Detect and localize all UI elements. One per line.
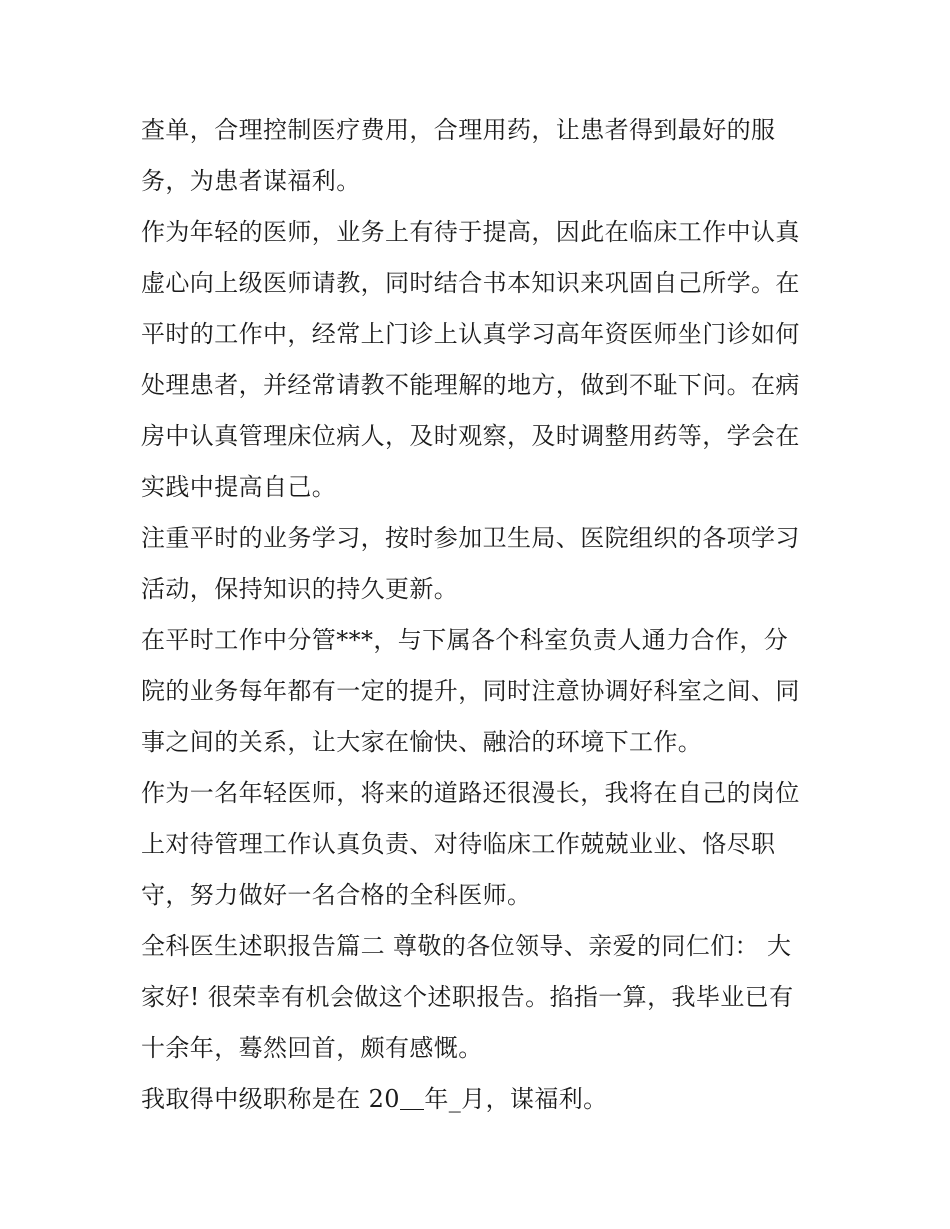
text-line: 守，努力做好一名合格的全科医师。	[141, 881, 532, 909]
text-line: 处理患者，并经常请教不能理解的地方，做到不耻下问。在病	[141, 371, 800, 399]
text-line: 在平时工作中分管***，与下属各个科室负责人通力合作，分	[141, 626, 789, 654]
text-line: 实践中提高自己。	[141, 473, 337, 501]
text-line: 事之间的关系，让大家在愉快、融洽的环境下工作。	[141, 728, 703, 756]
text-line: 房中认真管理床位病人，及时观察，及时调整用药等，学会在	[141, 422, 800, 450]
text-line: 作为年轻的医师，业务上有待于提高，因此在临床工作中认真	[141, 218, 800, 246]
text-line: 院的业务每年都有一定的提升，同时注意协调好科室之间、同	[141, 677, 800, 705]
document-body	[141, 105, 821, 1125]
text-line: 注重平时的业务学习，按时参加卫生局、医院组织的各项学习	[141, 524, 800, 552]
text-line: 我取得中级职称是在 20＿年_月，谋福利。	[141, 1085, 608, 1113]
text-line: 作为一名年轻医师，将来的道路还很漫长，我将在自己的岗位	[141, 779, 800, 807]
text-line: 上对待管理工作认真负责、对待临床工作兢兢业业、恪尽职	[141, 830, 776, 858]
text-line: 全科医生述职报告篇二 尊敬的各位领导、亲爱的同仁们： 大	[141, 932, 792, 960]
text-line: 查单，合理控制医疗费用，合理用药，让患者得到最好的服	[141, 116, 776, 144]
text-line: 平时的工作中，经常上门诊上认真学习高年资医师坐门诊如何	[141, 320, 800, 348]
text-line: 务，为患者谋福利。	[141, 167, 361, 195]
text-line: 家好! 很荣幸有机会做这个述职报告。掐指一算，我毕业已有	[141, 983, 794, 1011]
text-line: 十余年，蓦然回首，颇有感慨。	[141, 1034, 483, 1062]
text-line: 活动，保持知识的持久更新。	[141, 575, 459, 603]
text-line: 虚心向上级医师请教，同时结合书本知识来巩固自己所学。在	[141, 269, 800, 297]
